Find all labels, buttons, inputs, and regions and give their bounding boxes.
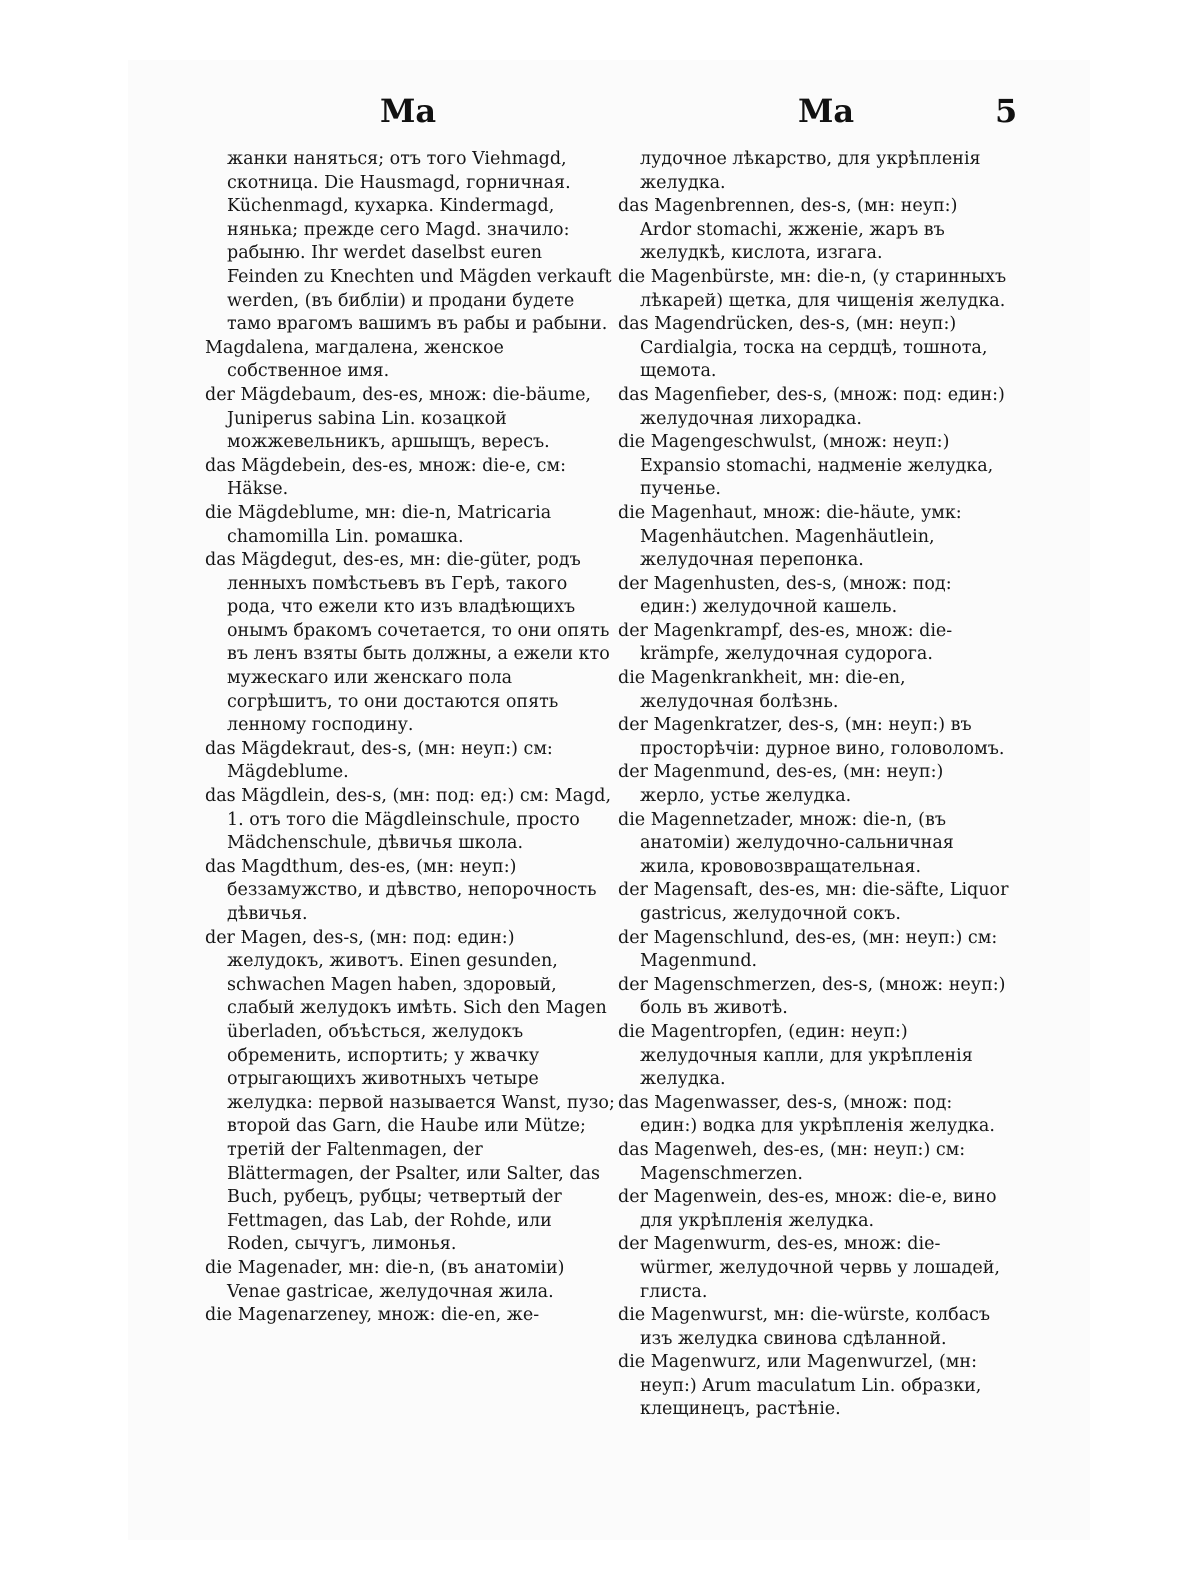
dictionary-entry: лудочное лѣкарство, для укрѣпленія желудка. xyxy=(640,149,981,193)
dictionary-entry: das Mägdegut, des-es, мн: die-güter, родъ ленныхъ помѣстьевъ въ Герѣ, такого рода, что ежели кто изъ владѣющихъ онымъ бракомъ сочетается, то они опять въ ленъ взяты быть должны, а ежели кто мужескаго или женскаго пола согрѣшитъ, то они достаются опять ленному господину. xyxy=(205,550,610,736)
dictionary-entry: der Mägdebaum, des-es, множ: die-bäume, Juniperus sabina Lin. козацкой можжевельникъ, аршыщъ, вересъ. xyxy=(205,384,591,453)
dictionary-entry: die Mägdeblume, мн: die-n, Matricaria chamomilla Lin. ромашка. xyxy=(205,502,552,547)
dictionary-entry: das Magdthum, des-es, (мн: неуп:) беззамужство, и дѣвство, непорочность дѣвичья. xyxy=(205,856,597,924)
dictionary-entry: die Magenader, мн: die-n, (въ анатоміи) Venae gastricae, желудочная жила. xyxy=(205,1257,565,1302)
left-column xyxy=(205,148,615,1328)
dictionary-entry: der Magenkrampf, des-es, множ: die-krämpfe, желудочная судорога. xyxy=(618,620,953,665)
dictionary-entry: der Magenwein, des-es, множ: die-e, вино для укрѣпленія желудка. xyxy=(618,1187,997,1231)
dictionary-entry: das Magenbrennen, des-s, (мн: неуп:) Ardor stomachi, жженіе, жаръ въ желудкѣ, кислота, изгага. xyxy=(618,196,958,264)
dictionary-entry: die Magenwurz, или Magenwurzel, (мн: неуп:) Arum maculatum Lin. образки, клещинецъ, растѣніе. xyxy=(618,1352,982,1420)
dictionary-entry: die Magenbürste, мн: die-n, (у старинныхъ лѣкарей) щетка, для чищенія желудка. xyxy=(618,266,1007,311)
dictionary-entry: das Magenfieber, des-s, (множ: под: един:) желудочная лихорадка. xyxy=(618,384,1005,429)
dictionary-entry: die Magentropfen, (един: неуп:) желудочныя капли, для укрѣпленія желудка. xyxy=(618,1021,973,1090)
dictionary-entry: das Mägdebein, des-es, множ: die-e, см: Häkse. xyxy=(205,455,566,500)
dictionary-entry: Magdalena, магдалена, женское собственное имя. xyxy=(205,337,504,382)
dictionary-entry: das Magendrücken, des-s, (мн: неуп:) Cardialgia, тоска на сердцѣ, тошнота, щемота. xyxy=(618,314,988,382)
dictionary-entry: der Magenkratzer, des-s, (мн: неуп:) въ просторѣчіи: дурное вино, головоломъ. xyxy=(618,715,1005,759)
running-head-right: Ma xyxy=(798,92,855,130)
dictionary-entry: der Magenwurm, des-es, множ: die-würmer, желудочной червь у лошадей, глиста. xyxy=(618,1234,1000,1302)
page-number: 5 xyxy=(995,92,1018,130)
dictionary-entry: der Magenschlund, des-es, (мн: неуп:) см: Magenmund. xyxy=(618,927,998,972)
dictionary-entry: die Magenwurst, мн: die-würste, колбасъ изъ желудка свинова сдѣланной. xyxy=(618,1305,991,1349)
dictionary-entry: der Magenmund, des-es, (мн: неуп:) жерло, устье желудка. xyxy=(618,762,944,807)
dictionary-entry: die Magenhaut, множ: die-häute, умк: Magenhäutchen. Magenhäutlein, желудочная перепонка. xyxy=(618,502,962,571)
dictionary-entry: der Magenhusten, des-s, (множ: под: един:) желудочной кашель. xyxy=(618,573,952,618)
running-head-left: Ma xyxy=(380,92,437,130)
dictionary-entry: das Magenweh, des-es, (мн: неуп:) см: Magenschmerzen. xyxy=(618,1139,966,1184)
dictionary-entry: die Magenkrankheit, мн: die-en, желудочная болѣзнь. xyxy=(618,668,906,712)
dictionary-entry: das Mägdekraut, des-s, (мн: неуп:) см: Mägdeblume. xyxy=(205,738,553,783)
dictionary-entry: die Magennetzader, множ: die-n, (въ анатоміи) желудочно-сальничная жила, крововозвращательная. xyxy=(618,809,954,877)
dictionary-entry: die Magengeschwulst, (множ: неуп:) Expansio stomachi, надменіе желудка, пученье. xyxy=(618,432,994,500)
dictionary-entry: die Magenarzeney, множ: die-en, же- xyxy=(205,1305,540,1326)
dictionary-entry: das Mägdlein, des-s, (мн: под: ед:) см: Magd, 1. отъ того die Mägdleinschule, просто Mädchenschule, дѣвичья школа. xyxy=(205,786,612,854)
dictionary-entry: der Magenschmerzen, des-s, (множ: неуп:) боль въ животѣ. xyxy=(618,974,1006,1019)
dictionary-entry: der Magensaft, des-es, мн: die-säfte, Liquor gastricus, желудочной сокъ. xyxy=(618,880,1009,924)
dictionary-entry: das Magenwasser, des-s, (множ: под: един:) водка для укрѣпленія желудка. xyxy=(618,1092,995,1137)
dictionary-entry: der Magen, des-s, (мн: под: един:) желудокъ, животъ. Einen gesunden, schwachen Magen haben, здоровый, слабый желудокъ имѣть. Sich den Magen überladen, объѣсться, желудокъ обременить, испортить; у жвачку отрыгающихъ животныхъ четыре желудка: первой называется Wanst, пузо; второй das Garn, die Haube или Mütze; третій der Faltenmagen, der Blättermagen, der Psalter, или Salter, das Buch, рубецъ, рубцы; четвертый der Fettmagen, das Lab, der Rohde, или Roden, сычугъ, лимонья. xyxy=(205,927,615,1255)
right-column xyxy=(618,148,1010,1422)
dictionary-entry: жанки наняться; отъ того Viehmagd, скотница. Die Hausmagd, горничная. Küchenmagd, кухарка. Kindermagd, нянька; прежде сего Magd. значило: рабыню. Ihr werdet daselbst euren Feinden zu Knechten und Mägden verkauft werden, (въ библіи) и продани будете тамо врагомъ вашимъ въ рабы и рабыни. xyxy=(227,149,612,335)
